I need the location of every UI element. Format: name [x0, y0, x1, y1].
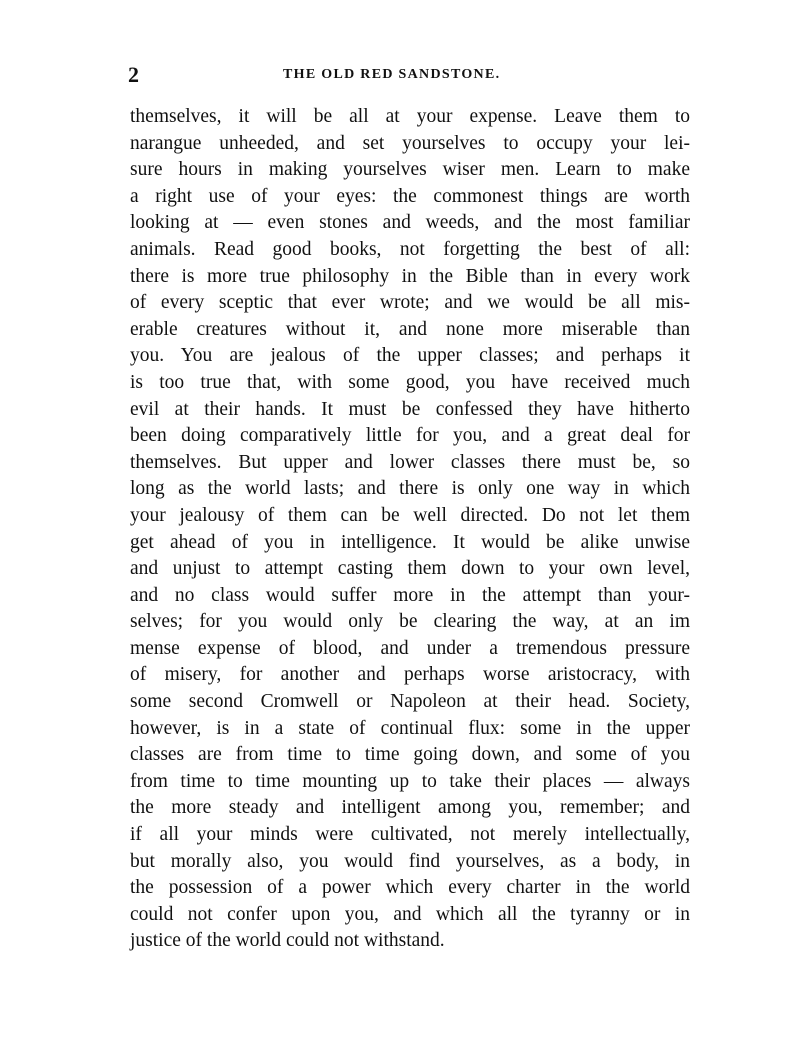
text-line: looking at — even stones and weeds, and the most familiar	[130, 212, 690, 234]
text-line: and unjust to attempt casting them down to your own level,	[130, 558, 690, 580]
text-line: however, is in a state of continual flux: some in the upper	[130, 717, 690, 739]
text-line: narangue unheeded, and set yourselves to occupy your lei-	[130, 132, 690, 154]
text-line: a right use of your eyes: the commonest things are worth	[130, 185, 690, 207]
text-line: but morally also, you would find yourselves, as a body, in	[130, 850, 690, 872]
text-line: erable creatures without it, and none more miserable than	[130, 318, 690, 340]
text-line: is too true that, with some good, you have received much	[130, 371, 690, 393]
text-line: animals. Read good books, not forgetting the best of all:	[130, 238, 690, 260]
text-line: classes are from time to time going down, and some of you	[130, 744, 690, 766]
text-line: you. You are jealous of the upper classes; and perhaps it	[130, 345, 690, 367]
page-number: 2	[128, 62, 139, 87]
text-line: some second Cromwell or Napoleon at their head. Society,	[130, 691, 690, 713]
text-line: justice of the world could not withstand.	[130, 930, 445, 952]
text-line: themselves, it will be all at your expense. Leave them to	[130, 106, 690, 127]
text-line: long as the world lasts; and there is only one way in which	[130, 478, 690, 500]
text-line: of every sceptic that ever wrote; and we would be all mis-	[130, 292, 690, 314]
text-line: evil at their hands. It must be confessed they have hitherto	[130, 398, 690, 420]
text-line: get ahead of you in intelligence. It would be alike unwise	[130, 531, 690, 553]
text-line: of misery, for another and perhaps worse aristocracy, with	[130, 664, 690, 686]
text-line: the possession of a power which every charter in the world	[130, 877, 690, 899]
text-line: your jealousy of them can be well directed. Do not let them	[130, 504, 690, 526]
text-line: could not confer upon you, and which all the tyranny or in	[130, 903, 690, 925]
text-line: from time to time mounting up to take their places — always	[130, 770, 690, 792]
text-line: there is more true philosophy in the Bible than in every work	[130, 265, 690, 287]
text-line: if all your minds were cultivated, not merely intellectually,	[130, 824, 690, 846]
running-head	[128, 62, 688, 86]
body-text	[130, 104, 690, 955]
text-line: been doing comparatively little for you, and a great deal for	[130, 425, 690, 447]
running-title: THE OLD RED SANDSTONE.	[283, 67, 501, 82]
text-line: themselves. But upper and lower classes there must be, so	[130, 451, 690, 473]
text-line: and no class would suffer more in the attempt than your-	[130, 584, 690, 606]
text-line: selves; for you would only be clearing the way, at an im	[130, 611, 690, 633]
text-line: mense expense of blood, and under a tremendous pressure	[130, 637, 690, 659]
text-line: the more steady and intelligent among you, remember; and	[130, 797, 690, 819]
text-line: sure hours in making yourselves wiser men. Learn to make	[130, 159, 690, 181]
